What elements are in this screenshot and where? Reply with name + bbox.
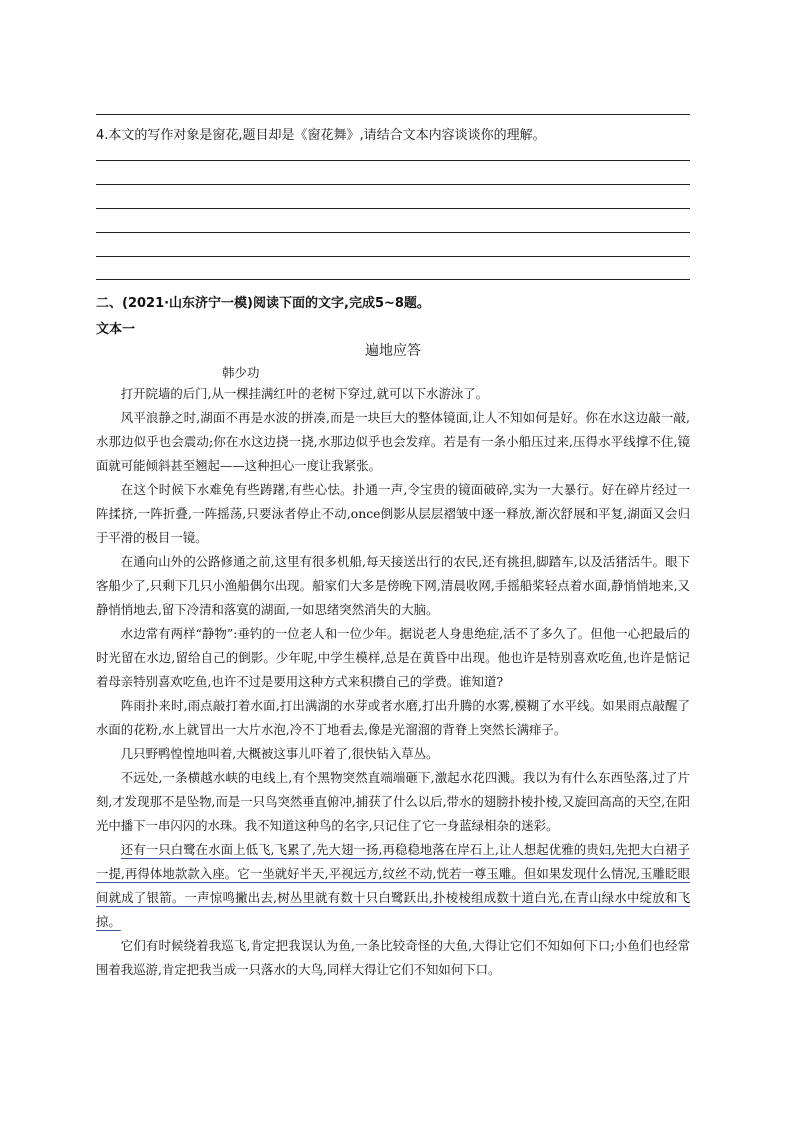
- essay-author: 韩少功: [222, 365, 260, 380]
- answer-line-2: [96, 184, 690, 185]
- paragraph: 阵雨扑来时,雨点敲打着水面,打出满湖的水芽或者水磨,打出升腾的水雾,模糊了水平线。如果雨点敲醒了水面的花粉,水上就冒出一大片水泡,冷不丁地看去,像是光溜溜的背脊上突然长满痱子。: [96, 698, 690, 737]
- underlined-paragraph: [96, 838, 690, 934]
- essay-title: 遍地应答: [365, 343, 421, 359]
- question-4: 4.本文的写作对象是窗花,题目却是《窗花舞》,请结合文本内容谈谈你的理解。: [96, 128, 546, 143]
- paragraph: 在通向山外的公路修通之前,这里有很多机船,每天接送出行的农民,还有挑担,脚踏车,以及活猪活牛。眼下客船少了,只剩下几只小渔船偶尔出现。船家们大多是傍晚下网,清晨收网,手摇船桨轻点着水面,静悄悄地来,又静悄悄地去,留下冷清和落寞的湖面,一如思绪突然消失的大脑。: [96, 554, 690, 617]
- answer-line-5: [96, 256, 690, 257]
- underlined-text: 还有一只白鹭在水面上低飞,飞累了,先大翅一扬,再稳稳地落在岸石上,让人想起优雅的贵妇,先把大白裙子一提,再得体地款款入座。它一坐就好半天,平视远方,纹丝不动,恍若一尊玉雕。但如果发现什么情况,玉雕眨眼间就成了银箭。一声惊鸣撇出去,树丛里就有数十只白鹭跃出,扑棱棱组成数十道白光,在青山绿水中绽放和飞掠。: [96, 842, 690, 929]
- text-label: 文本一: [96, 322, 136, 337]
- paragraph: 几只野鸭惶惶地叫着,大概被这事儿吓着了,很快钻入草丛。: [120, 746, 439, 761]
- paragraph: 风平浪静之时,湖面不再是水波的拼凑,而是一块巨大的整体镜面,让人不知如何是好。你在水这边敲一敲,水那边似乎也会震动;你在水这边挠一挠,水那边似乎也会发痒。若是有一条小船压过来,压得水平线撑不住,镜面就可能倾斜甚至翘起——这种担心一度让我紧张。: [96, 410, 690, 473]
- paragraph: 打开院墙的后门,从一棵挂满红叶的老树下穿过,就可以下水游泳了。: [120, 386, 489, 401]
- answer-line-6: [96, 279, 690, 280]
- top-divider: [96, 114, 690, 115]
- answer-line-3: [96, 208, 690, 209]
- paragraph: 它们有时候绕着我巡飞,肯定把我误认为鱼,一条比较奇怪的大鱼,大得让它们不知如何下口;小鱼们也经常围着我巡游,肯定把我当成一只落水的大鸟,同样大得让它们不知如何下口。: [96, 938, 690, 977]
- section-heading: 二、(2021·山东济宁一模)阅读下面的文字,完成5~8题。: [96, 296, 430, 311]
- paragraph: 在这个时候下水难免有些踌躇,有些心怯。扑通一声,令宝贵的镜面破碎,实为一大暴行。好在碎片经过一阵揉挤,一阵折叠,一阵摇荡,只要泳者停止不动,once倒影从层层褶皱中逐一释放,渐次舒展和平复,湖面又会归于平滑的极目一镜。: [96, 482, 690, 545]
- answer-line-1: [96, 160, 690, 161]
- paragraph: 不远处,一条横越水峡的电线上,有个黑物突然直端端砸下,激起水花四溅。我以为有什么东西坠落,过了片刻,才发现那不是坠物,而是一只鸟突然垂直俯冲,捕获了什么以后,带水的翅膀扑棱扑棱,又旋回高高的天空,在阳光中播下一串闪闪的水珠。我不知道这种鸟的名字,只记住了它一身蓝绿相杂的迷彩。: [96, 770, 690, 833]
- answer-line-4: [96, 232, 690, 233]
- paragraph: 水边常有两样“静物”:垂钓的一位老人和一位少年。据说老人身患绝症,活不了多久了。但他一心把最后的时光留在水边,留给自己的倒影。少年呢,中学生模样,总是在黄昏中出现。他也许是特别喜欢吃鱼,也许是惦记着母亲特别喜欢吃鱼,也许不过是要用这种方式来积攒自己的学费。谁知道?: [96, 626, 690, 689]
- essay-body: [96, 382, 690, 982]
